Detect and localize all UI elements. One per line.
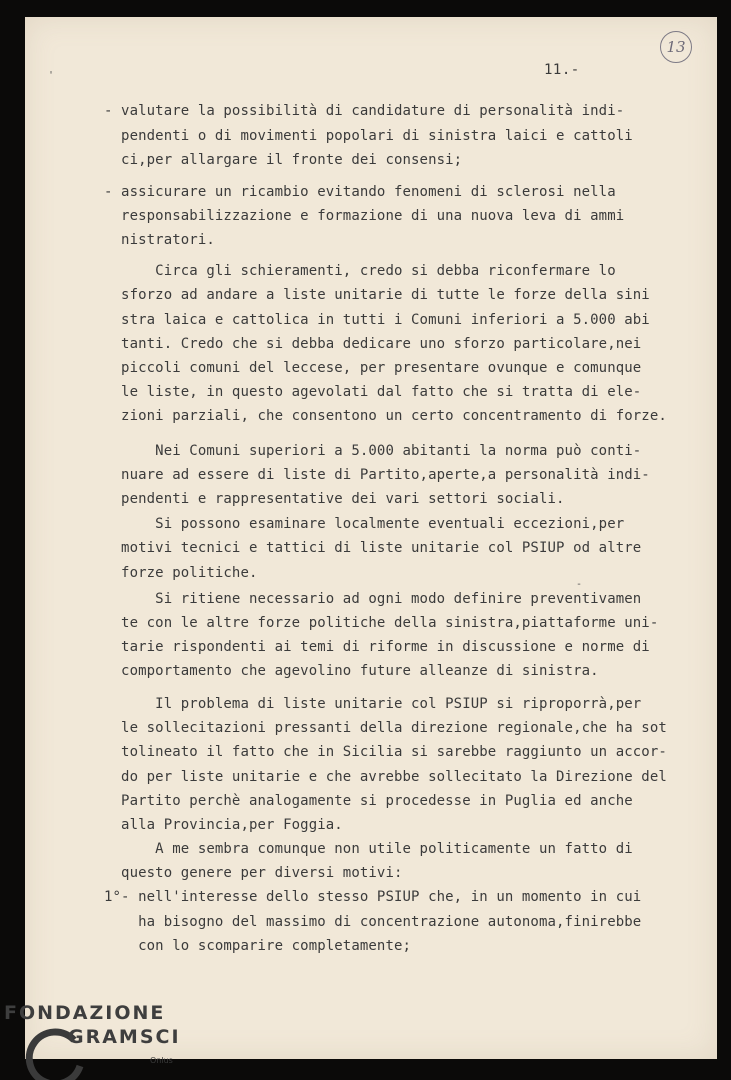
- text-line: Partito perchè analogamente si procedesse in Puglia ed anche: [104, 793, 633, 809]
- page-number: 11.-: [544, 62, 580, 78]
- text-line: Si possono esaminare localmente eventuali eccezioni,per: [104, 516, 625, 532]
- text-line: Nei Comuni superiori a 5.000 abitanti la norma può conti-: [104, 443, 642, 459]
- text-line: sforzo ad andare a liste unitarie di tutte le forze della sini: [104, 287, 650, 303]
- text-line: ci,per allargare il fronte dei consensi;: [104, 152, 463, 168]
- text-line: A me sembra comunque non utile politicamente un fatto di: [104, 841, 633, 857]
- text-line: responsabilizzazione e formazione di una nuova leva di ammi: [104, 208, 625, 224]
- text-line: tanti. Credo che si debba dedicare uno sforzo particolare,nei: [104, 336, 642, 352]
- paper-mark: ': [48, 70, 55, 81]
- text-line: nuare ad essere di liste di Partito,aperte,a personalità indi-: [104, 467, 650, 483]
- text-line: 1°- nell'interesse dello stesso PSIUP che, in un momento in cui: [104, 889, 642, 905]
- text-line: alla Provincia,per Foggia.: [104, 817, 343, 833]
- text-line: con lo scomparire completamente;: [104, 938, 412, 954]
- text-line: Il problema di liste unitarie col PSIUP si riproporrà,per: [104, 696, 642, 712]
- text-line: le liste, in questo agevolati dal fatto che si tratta di ele-: [104, 384, 642, 400]
- text-line: comportamento che agevolino future alleanze di sinistra.: [104, 663, 599, 679]
- text-line: Si ritiene necessario ad ogni modo definire preventivamen: [104, 591, 642, 607]
- watermark-line-3: Onlus: [150, 1056, 173, 1065]
- text-line: do per liste unitarie e che avrebbe sollecitato la Direzione del: [104, 769, 667, 785]
- text-line: tolineato il fatto che in Sicilia si sarebbe raggiunto un accor-: [104, 744, 667, 760]
- text-line: questo genere per diversi motivi:: [104, 865, 403, 881]
- watermark-line-2: GRAMSCI: [68, 1026, 181, 1048]
- text-line: piccoli comuni del leccese, per presentare ovunque e comunque: [104, 360, 642, 376]
- text-line: pendenti o di movimenti popolari di sinistra laici e cattoli: [104, 128, 633, 144]
- text-line: zioni parziali, che consentono un certo concentramento di forze.: [104, 408, 667, 424]
- text-line: motivi tecnici e tattici di liste unitarie col PSIUP od altre: [104, 540, 642, 556]
- text-line: stra laica e cattolica in tutti i Comuni inferiori a 5.000 abi: [104, 312, 650, 328]
- text-line: te con le altre forze politiche della sinistra,piattaforme uni-: [104, 615, 659, 631]
- text-line: Circa gli schieramenti, credo si debba riconfermare lo: [104, 263, 616, 279]
- text-line: pendenti e rappresentative dei vari settori sociali.: [104, 491, 565, 507]
- text-line: le sollecitazioni pressanti della direzione regionale,che ha sot: [104, 720, 667, 736]
- text-line: nistratori.: [104, 232, 215, 248]
- text-line: forze politiche.: [104, 565, 258, 581]
- paper-mark: -: [576, 579, 583, 590]
- text-line: ha bisogno del massimo di concentrazione autonoma,finirebbe: [104, 914, 642, 930]
- text-line: - assicurare un ricambio evitando fenomeni di sclerosi nella: [104, 184, 616, 200]
- text-line: - valutare la possibilità di candidature di personalità indi-: [104, 103, 625, 119]
- fondazione-gramsci-watermark: [4, 1000, 184, 1080]
- watermark-line-1: FONDAZIONE: [4, 1002, 166, 1024]
- text-line: tarie rispondenti ai temi di riforme in discussione e norme di: [104, 639, 650, 655]
- archive-stamp: 13: [660, 31, 692, 63]
